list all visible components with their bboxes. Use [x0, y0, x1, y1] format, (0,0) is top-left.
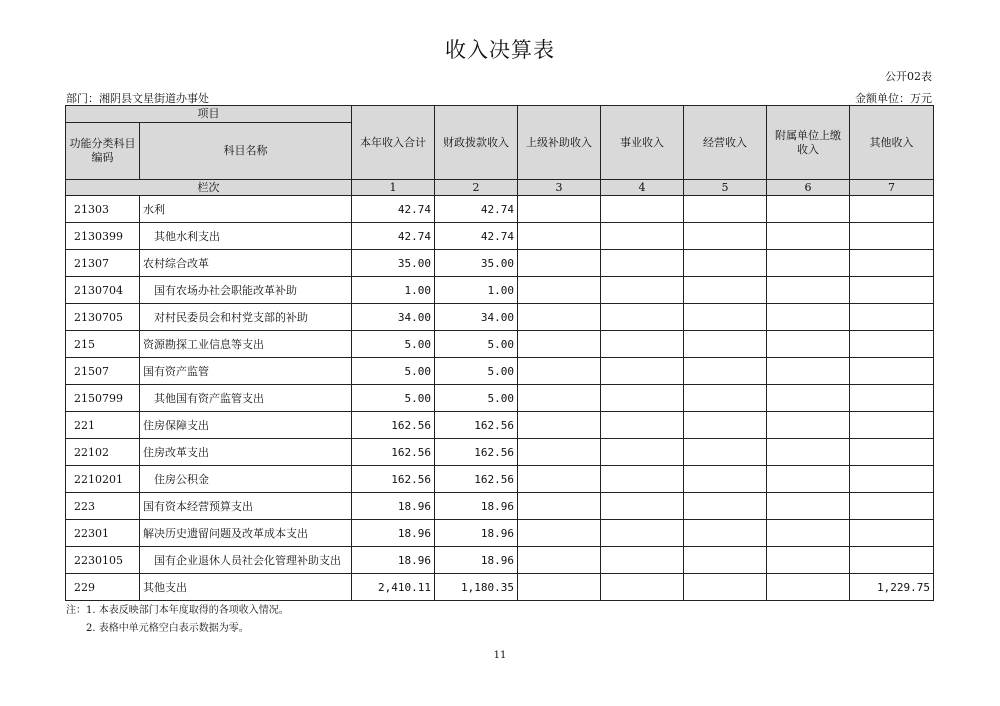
row-name: 国有资产监管	[140, 358, 352, 385]
row-value: 162.56	[352, 412, 435, 439]
row-value: 5.00	[352, 358, 435, 385]
table-row	[66, 331, 934, 358]
row-value	[684, 250, 767, 277]
col-header-5: 经营收入	[684, 106, 767, 180]
table-body	[66, 196, 934, 601]
row-value	[684, 385, 767, 412]
row-value	[684, 412, 767, 439]
row-value	[684, 277, 767, 304]
row-value	[601, 412, 684, 439]
row-value	[518, 412, 601, 439]
row-value	[518, 385, 601, 412]
row-value: 42.74	[352, 196, 435, 223]
row-value	[518, 331, 601, 358]
table-row	[66, 304, 934, 331]
row-code: 2210201	[66, 466, 140, 493]
row-value	[518, 547, 601, 574]
row-value	[518, 493, 601, 520]
row-value	[684, 331, 767, 358]
row-value	[518, 196, 601, 223]
row-value: 18.96	[352, 520, 435, 547]
column-number: 3	[518, 180, 601, 196]
row-value	[767, 412, 850, 439]
page-number: 11	[493, 650, 507, 661]
table-row	[66, 520, 934, 547]
table-row	[66, 547, 934, 574]
row-value	[767, 250, 850, 277]
table-row	[66, 358, 934, 385]
row-value	[850, 250, 934, 277]
row-value: 18.96	[435, 547, 518, 574]
row-value	[767, 547, 850, 574]
row-value	[518, 304, 601, 331]
row-value	[684, 574, 767, 601]
row-value: 1,229.75	[850, 574, 934, 601]
row-value	[684, 493, 767, 520]
row-value	[684, 466, 767, 493]
row-value: 34.00	[435, 304, 518, 331]
row-value: 42.74	[435, 196, 518, 223]
row-value	[850, 520, 934, 547]
column-number: 7	[850, 180, 934, 196]
row-code: 221	[66, 412, 140, 439]
row-value	[767, 493, 850, 520]
row-value	[850, 304, 934, 331]
row-value: 18.96	[352, 547, 435, 574]
row-code: 21307	[66, 250, 140, 277]
row-value	[850, 223, 934, 250]
row-value	[601, 520, 684, 547]
row-value: 35.00	[435, 250, 518, 277]
row-code: 2230105	[66, 547, 140, 574]
row-value	[684, 304, 767, 331]
row-value	[767, 439, 850, 466]
row-value	[767, 574, 850, 601]
column-number: 6	[767, 180, 850, 196]
row-value	[767, 304, 850, 331]
row-value	[684, 196, 767, 223]
table-row	[66, 223, 934, 250]
row-value	[684, 547, 767, 574]
table-row	[66, 250, 934, 277]
row-name: 其他支出	[140, 574, 352, 601]
row-value: 18.96	[435, 493, 518, 520]
row-value: 5.00	[435, 385, 518, 412]
row-value	[767, 277, 850, 304]
row-name: 国有企业退休人员社会化管理补助支出	[140, 547, 352, 574]
row-name: 水利	[140, 196, 352, 223]
row-value: 5.00	[435, 358, 518, 385]
row-value: 34.00	[352, 304, 435, 331]
table-row	[66, 412, 934, 439]
row-value: 5.00	[352, 331, 435, 358]
page-title: 收入决算表	[445, 38, 555, 62]
amount-unit-label: 金额单位：万元	[855, 92, 932, 105]
form-number: 公开02表	[885, 70, 932, 83]
row-value	[601, 466, 684, 493]
row-name: 农村综合改革	[140, 250, 352, 277]
row-value	[518, 466, 601, 493]
column-number: 1	[352, 180, 435, 196]
row-value	[767, 196, 850, 223]
row-value: 18.96	[435, 520, 518, 547]
row-value: 1.00	[352, 277, 435, 304]
row-name: 资源勘探工业信息等支出	[140, 331, 352, 358]
row-name: 住房改革支出	[140, 439, 352, 466]
col-header-4: 事业收入	[601, 106, 684, 180]
table-row	[66, 439, 934, 466]
row-value: 35.00	[352, 250, 435, 277]
row-code: 22102	[66, 439, 140, 466]
column-number: 4	[601, 180, 684, 196]
table-row	[66, 574, 934, 601]
name-col-header: 科目名称	[140, 123, 352, 180]
row-name: 住房保障支出	[140, 412, 352, 439]
row-value	[767, 358, 850, 385]
row-value	[850, 547, 934, 574]
row-value	[601, 277, 684, 304]
column-number: 5	[684, 180, 767, 196]
row-code: 229	[66, 574, 140, 601]
row-value	[767, 385, 850, 412]
row-value	[601, 304, 684, 331]
row-value: 1.00	[435, 277, 518, 304]
row-code: 22301	[66, 520, 140, 547]
row-value	[601, 358, 684, 385]
row-name: 住房公积金	[140, 466, 352, 493]
table-row	[66, 196, 934, 223]
row-value	[850, 331, 934, 358]
row-value	[601, 574, 684, 601]
row-code: 2130705	[66, 304, 140, 331]
row-name: 对村民委员会和村党支部的补助	[140, 304, 352, 331]
row-value: 162.56	[352, 466, 435, 493]
row-value	[601, 547, 684, 574]
row-value: 42.74	[435, 223, 518, 250]
row-value: 1,180.35	[435, 574, 518, 601]
notes	[66, 602, 289, 638]
row-value: 162.56	[435, 439, 518, 466]
row-value	[767, 223, 850, 250]
row-code: 2130399	[66, 223, 140, 250]
department-label: 部门：湘阴县文星街道办事处	[66, 92, 209, 105]
row-value	[601, 331, 684, 358]
row-value	[518, 439, 601, 466]
col-header-3: 上级补助收入	[518, 106, 601, 180]
note-2: 2. 表格中单元格空白表示数据为零。	[86, 623, 249, 634]
row-value	[601, 439, 684, 466]
row-value	[850, 412, 934, 439]
row-value	[850, 466, 934, 493]
row-value	[601, 493, 684, 520]
row-name: 其他水利支出	[140, 223, 352, 250]
row-name: 国有资本经营预算支出	[140, 493, 352, 520]
row-value	[601, 250, 684, 277]
row-code: 21303	[66, 196, 140, 223]
row-value	[850, 277, 934, 304]
row-code: 21507	[66, 358, 140, 385]
row-value: 18.96	[352, 493, 435, 520]
row-code: 223	[66, 493, 140, 520]
row-value: 2,410.11	[352, 574, 435, 601]
table-row	[66, 493, 934, 520]
row-value	[850, 358, 934, 385]
row-value	[518, 223, 601, 250]
row-value	[601, 223, 684, 250]
row-value: 5.00	[352, 385, 435, 412]
table-row	[66, 385, 934, 412]
row-code: 2150799	[66, 385, 140, 412]
row-value	[767, 466, 850, 493]
row-value	[518, 574, 601, 601]
row-value	[518, 358, 601, 385]
row-value: 162.56	[352, 439, 435, 466]
row-value	[518, 520, 601, 547]
row-name: 其他国有资产监管支出	[140, 385, 352, 412]
row-value	[684, 223, 767, 250]
col-header-7: 其他收入	[850, 106, 934, 180]
row-value	[601, 196, 684, 223]
row-value: 162.56	[435, 466, 518, 493]
row-value	[850, 439, 934, 466]
row-value	[601, 385, 684, 412]
row-value	[684, 439, 767, 466]
col-header-1: 本年收入合计	[352, 106, 435, 180]
row-value	[850, 493, 934, 520]
column-number: 2	[435, 180, 518, 196]
row-code: 215	[66, 331, 140, 358]
item-group-header: 项目	[66, 106, 352, 123]
row-value: 5.00	[435, 331, 518, 358]
row-value	[850, 196, 934, 223]
row-value: 162.56	[435, 412, 518, 439]
row-number-label: 栏次	[66, 180, 352, 196]
income-table	[65, 105, 934, 601]
row-name: 解决历史遗留问题及改革成本支出	[140, 520, 352, 547]
row-value	[684, 520, 767, 547]
row-code: 2130704	[66, 277, 140, 304]
col-header-2: 财政拨款收入	[435, 106, 518, 180]
row-value	[684, 358, 767, 385]
row-value	[767, 331, 850, 358]
code-col-header: 功能分类科目编码	[66, 123, 140, 180]
table-row	[66, 277, 934, 304]
row-value	[518, 250, 601, 277]
row-name: 国有农场办社会职能改革补助	[140, 277, 352, 304]
row-value	[767, 520, 850, 547]
table-row	[66, 466, 934, 493]
note-1: 注：1. 本表反映部门本年度取得的各项收入情况。	[66, 605, 289, 616]
row-value: 42.74	[352, 223, 435, 250]
col-header-6: 附属单位上缴收入	[767, 106, 850, 180]
row-value	[518, 277, 601, 304]
row-value	[850, 385, 934, 412]
